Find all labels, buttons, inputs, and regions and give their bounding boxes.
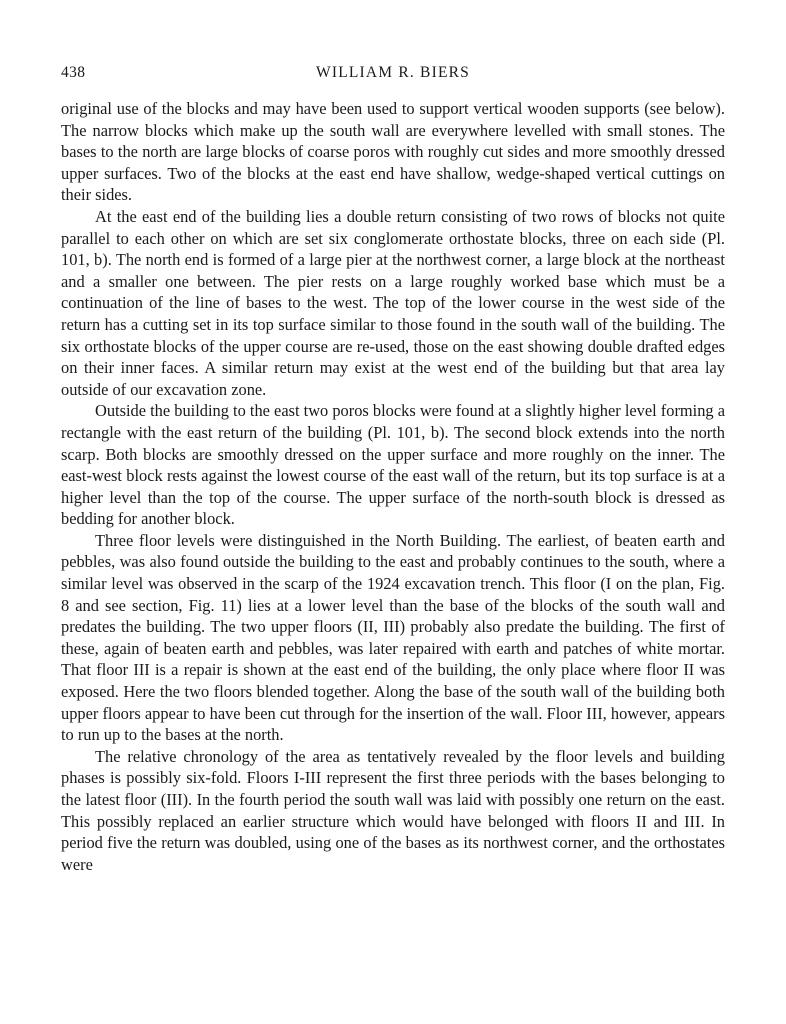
page [61,62,725,875]
paragraph-continued: original use of the blocks and may have been used to support vertical wooden supports (see below). The narrow blocks which make up the south wall are everywhere levelled with small stones. The bases to the north are large blocks of coarse poros with roughly cut sides and more smoothly dressed upper surfaces. Two of the blocks at the east end have shallow, wedge-shaped vertical cuttings on their sides. [61,99,725,205]
running-head [61,62,725,90]
page-number: 438 [61,64,86,81]
paragraph-outside-blocks: Outside the building to the east two poros blocks were found at a slightly higher level forming a rectangle with the east return of the building (Pl. 101, b). The second block extends into the north scarp. Both blocks are smoothly dressed on the upper surface and more roughly on the inner. The east-west block rests against the lowest course of the east wall of the return, but its top surface is at a higher level than the top of the course. The upper surface of the north-south block is dressed as bedding for another block. [61,401,725,529]
body-text [61,98,725,875]
paragraph-chronology: The relative chronology of the area as tentatively revealed by the floor levels and building phases is possibly six-fold. Floors I-III represent the first three periods with the bases belonging to the latest floor (III). In the fourth period the south wall was laid with possibly one return on the east. This possibly replaced an earlier structure which would have belonged with floors II and III. In period five the return was doubled, using one of the bases as its northwest corner, and the orthostates were [61,746,725,874]
running-title: WILLIAM R. BIERS [316,64,470,81]
paragraph-east-return: At the east end of the building lies a double return consisting of two rows of blocks not quite parallel to each other on which are set six conglomerate orthostate blocks, three on each side (Pl. 101, b). The north end is formed of a large pier at the northwest corner, a large block at the northeast and a smaller one between. The pier rests on a large roughly worked base which must be a continuation of the line of bases to the west. The top of the lower course in the west side of the return has a cutting set in its top surface similar to those found in the south wall of the building. The six orthostate blocks of the upper course are re-used, those on the east showing double drafted edges on their inner faces. A similar return may exist at the west end of the building but that area lay outside of our excavation zone. [61,206,725,399]
paragraph-floor-levels: Three floor levels were distinguished in the North Building. The earliest, of beaten earth and pebbles, was also found outside the building to the east and probably continues to the south, where a similar level was observed in the scarp of the 1924 excavation trench. This floor (I on the plan, Fig. 8 and see section, Fig. 11) lies at a lower level than the base of the blocks of the south wall and predates the building. The two upper floors (II, III) probably also predate the building. The first of these, again of beaten earth and pebbles, was later repaired with earth and patches of white mortar. That floor III is a repair is shown at the east end of the building, the only place where floor II was exposed. Here the two floors blended together. Along the base of the south wall of the building both upper floors appear to have been cut through for the insertion of the wall. Floor III, however, appears to run up to the bases at the north. [61,530,725,745]
